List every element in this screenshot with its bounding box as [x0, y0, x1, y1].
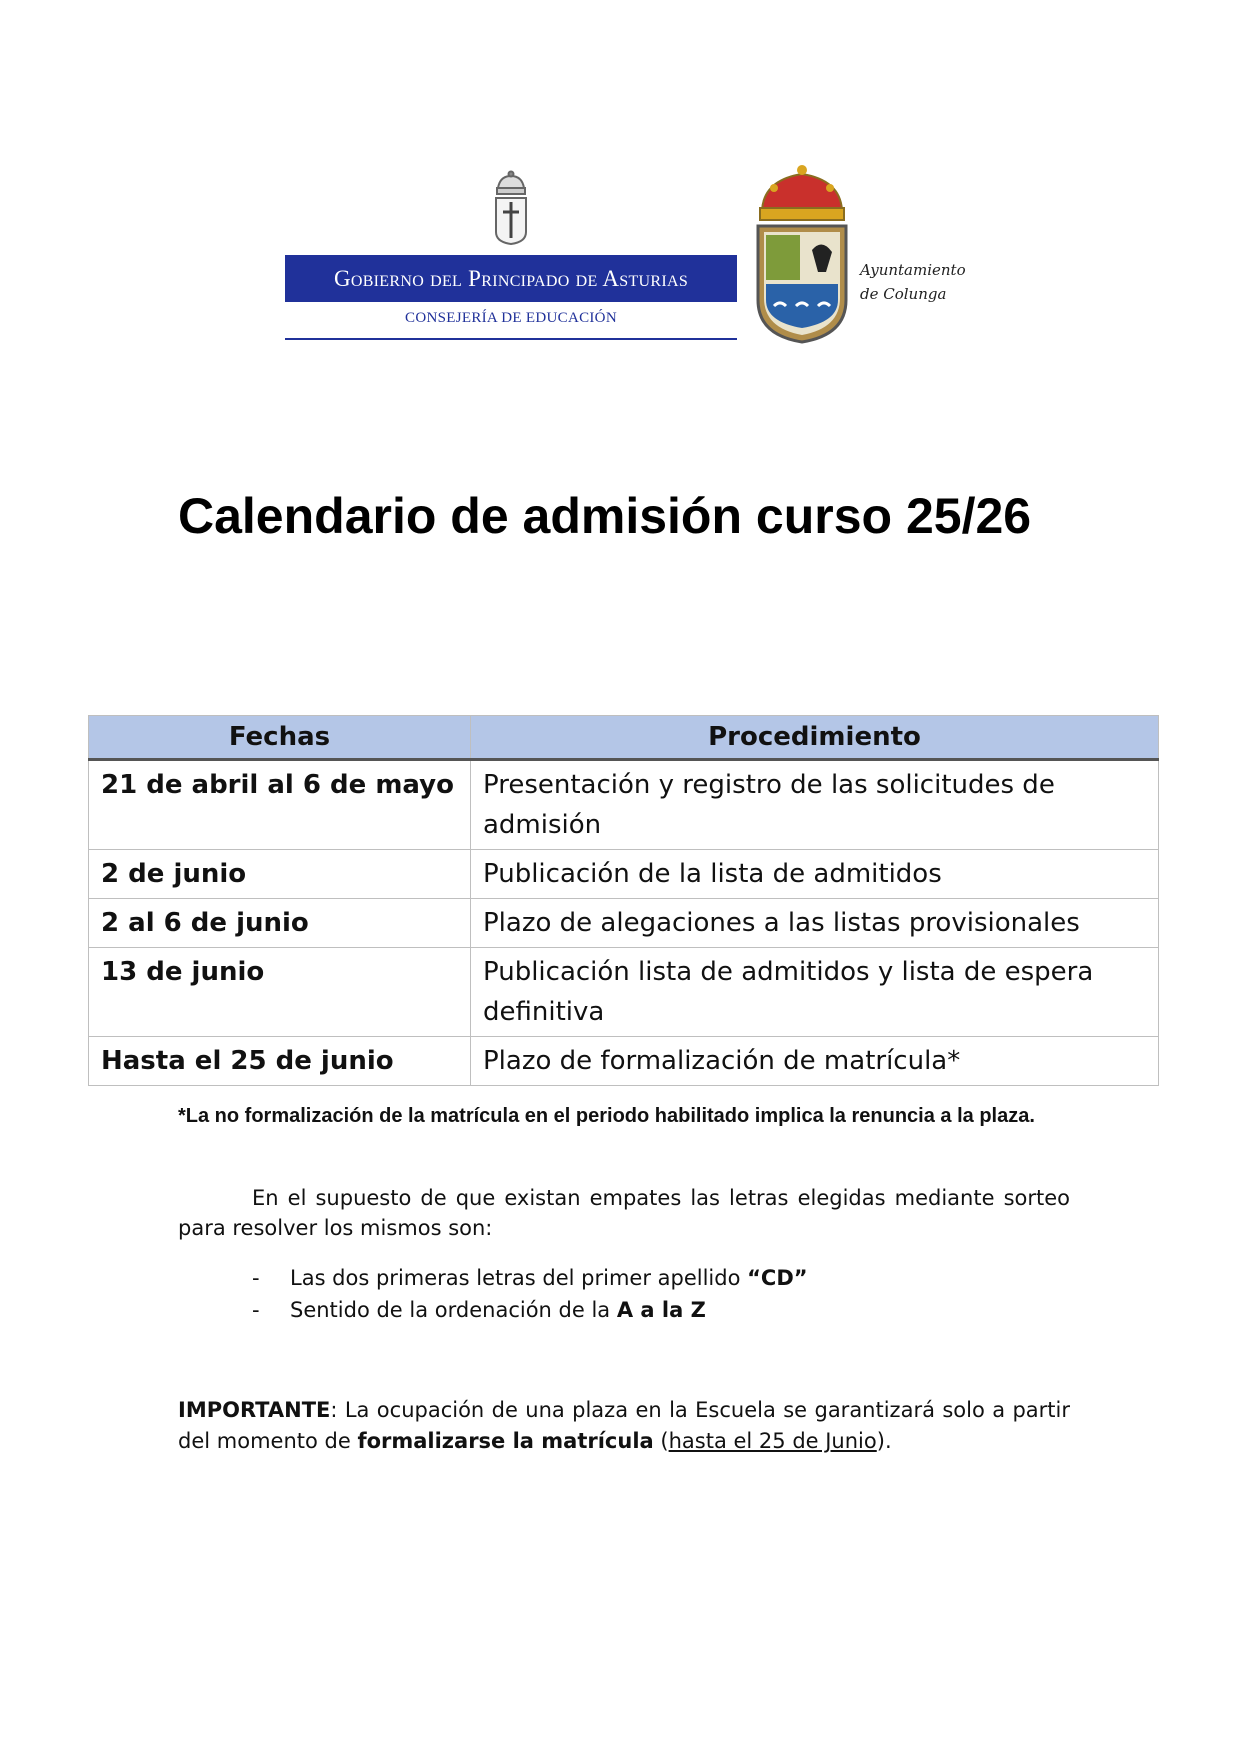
crown-cross-emblem-icon [490, 170, 532, 246]
date-cell: 13 de junio [89, 948, 471, 1037]
date-cell: 2 de junio [89, 850, 471, 899]
procedure-cell: Publicación de la lista de admitidos [471, 850, 1159, 899]
list-item-bold: A a la Z [616, 1298, 706, 1322]
important-text-1: : La ocupación de una plaza en la Escuela se garantizará solo a partir del momento de [178, 1398, 1070, 1453]
procedure-cell: Presentación y registro de las solicitudes de admisión [471, 760, 1159, 850]
coat-of-arms-icon [752, 160, 852, 345]
table-header-row [89, 716, 1159, 760]
list-dash: - [252, 1266, 260, 1290]
asturias-underline [285, 338, 737, 340]
important-text-3: ). [876, 1429, 892, 1453]
list-item-text: Las dos primeras letras del primer apellido [290, 1266, 748, 1290]
important-bold: formalizarse la matrícula [357, 1429, 654, 1453]
table-row [89, 948, 1159, 1037]
list-item [178, 1262, 1078, 1294]
list-dash: - [252, 1298, 260, 1322]
table-row [89, 1037, 1159, 1086]
tiebreak-paragraph [178, 1183, 1070, 1243]
table-row [89, 850, 1159, 899]
asturias-subtitle: CONSEJERÍA DE EDUCACIÓN [405, 310, 617, 326]
procedure-cell: Publicación lista de admitidos y lista de espera definitiva [471, 948, 1159, 1037]
tiebreak-text: En el supuesto de que existan empates las letras elegidas mediante sorteo para resolver los mismos son: [178, 1186, 1070, 1240]
calunga-line1: Ayuntamiento [860, 261, 966, 279]
column-header-fechas: Fechas [89, 716, 471, 760]
important-text-2: ( [653, 1429, 669, 1453]
table-row [89, 899, 1159, 948]
important-notice [178, 1395, 1070, 1457]
asturias-name: Gobierno del Principado de Asturias [333, 265, 689, 291]
list-item-text: Sentido de la ordenación de la [290, 1298, 617, 1322]
footnote: *La no formalización de la matrícula en el periodo habilitado implica la renuncia a la plaza. [178, 1105, 1035, 1127]
calunga-line2: de Colunga [860, 285, 947, 303]
table-row [89, 760, 1159, 850]
calunga-town-logo [752, 160, 972, 345]
column-header-procedimiento: Procedimiento [471, 716, 1159, 760]
important-label: IMPORTANTE [178, 1398, 331, 1422]
asturias-name-bar [285, 255, 737, 302]
list-item [178, 1294, 1078, 1326]
calunga-logo-text [860, 258, 966, 306]
date-cell: 21 de abril al 6 de mayo [89, 760, 471, 850]
list-item-bold: “CD” [747, 1266, 808, 1290]
admission-calendar-table [88, 715, 1159, 1086]
date-cell: Hasta el 25 de junio [89, 1037, 471, 1086]
important-deadline: hasta el 25 de Junio [668, 1429, 877, 1453]
tiebreak-list [178, 1262, 1078, 1326]
date-cell: 2 al 6 de junio [89, 899, 471, 948]
procedure-cell: Plazo de formalización de matrícula* [471, 1037, 1159, 1086]
asturias-government-logo [285, 168, 737, 346]
page-title: Calendario de admisión curso 25/26 [178, 488, 1032, 544]
procedure-cell: Plazo de alegaciones a las listas provisionales [471, 899, 1159, 948]
